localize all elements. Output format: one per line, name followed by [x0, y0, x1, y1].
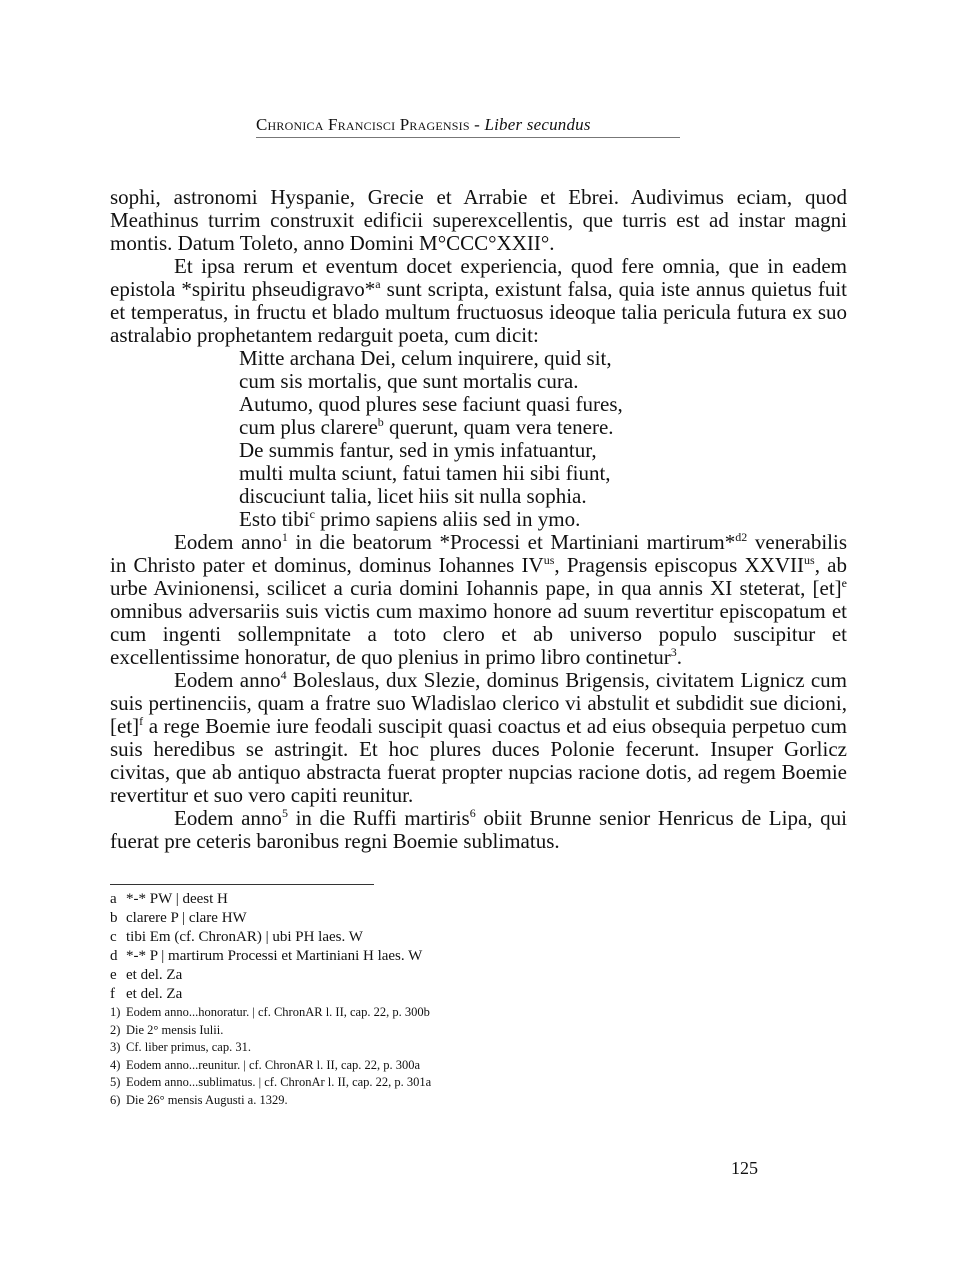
paragraph-1: sophi, astronomi Hyspanie, Grecie et Arrabie et Ebrei. Audivimus eciam, quod Meathinus turrim construxit edificii superexcellentis, que turris est ad instar magni montis. Datum Toleto, anno Domini M°CCC°XXII°.	[110, 185, 847, 255]
note-marker: 5	[281, 806, 288, 820]
footnote-text: et del. Za	[126, 986, 183, 1002]
note-marker: a	[375, 277, 381, 291]
footnote-numbered	[110, 1022, 630, 1040]
footnote-label: 6)	[110, 1092, 121, 1107]
note-marker: 1	[281, 530, 288, 544]
footnote-label: f	[110, 986, 115, 1002]
footnote-letter	[110, 985, 630, 1004]
ordinal-suffix: us	[804, 553, 815, 567]
note-marker: 4	[280, 668, 287, 682]
footnote-numbered	[110, 1057, 630, 1075]
footnote-label: 1)	[110, 1005, 121, 1019]
text-run: Boleslaus, dux Slezie, dominus Brigensis, civitatem Lignicz cum suis pertinenciis, quam a fratre suo Wladislao clerico vi abstulit et subdidit sue dicioni, [et]	[110, 668, 848, 738]
verse-block	[239, 347, 847, 531]
text-run: , ab urbe Avinionensi, scilicet a curia domini Iohannis pape, in qua annis XI steterat, [et]	[110, 553, 848, 600]
footnote-letter	[110, 928, 630, 947]
footnote-label: b	[110, 910, 118, 926]
verse-line: De summis fantur, sed in ymis infatuantur,	[239, 438, 597, 462]
footnote-numbered	[110, 1004, 630, 1022]
text-run: Eodem anno	[174, 806, 282, 830]
text-run: cum plus clarere	[239, 415, 378, 439]
verse-line: cum sis mortalis, que sunt mortalis cura.	[239, 369, 579, 393]
note-marker: e	[841, 576, 847, 590]
footnote-text: *-* P | martirum Processi et Martiniani H laes. W	[126, 948, 423, 964]
footnote-label: 4)	[110, 1057, 121, 1072]
text-run: Et ipsa rerum et eventum docet experiencia, quod fere omnia, que in eadem epistola *spiritu phseudigravo*	[110, 254, 847, 301]
text-run: Eodem anno	[174, 530, 282, 554]
note-marker: c	[309, 507, 315, 521]
note-marker: f	[139, 714, 144, 728]
note-marker: d2	[735, 530, 748, 544]
footnote-text: Eodem anno...sublimatus. | cf. ChronAr l. II, cap. 22, p. 301a	[126, 1075, 432, 1089]
text-run: Eodem anno	[174, 668, 281, 692]
text-run: sunt scripta, existunt falsa, quia iste annus quietus fuit et temperatus, in fructu et blado multum fructuosus ideoque talia pericula futura ex suo astralabio prophetantem redarguit poeta, cum dicit:	[110, 277, 847, 347]
footnote-label: c	[110, 929, 117, 945]
footnotes	[110, 890, 630, 1109]
text-run: omnibus adversariis suis victis cum maximo honore ad suum revertitur episcopatum et cum ingenti sollempnitate a toto clero et ab universo populo suscipitur et excellentissime honoratur, de quo plenius in primo libro continetur	[110, 599, 847, 669]
footnote-text: *-* PW | deest H	[126, 891, 228, 907]
paragraph-3	[110, 531, 847, 669]
footnote-label: 2)	[110, 1022, 121, 1037]
footnote-label: a	[110, 891, 117, 907]
ordinal-suffix: us	[543, 553, 555, 567]
footnote-label: 3)	[110, 1040, 121, 1054]
verse-line: multi multa sciunt, fatui tamen hii sibi fiunt,	[239, 461, 611, 485]
header-book: Liber secundus	[484, 115, 591, 134]
main-text	[110, 186, 847, 853]
footnote-numbered	[110, 1039, 630, 1057]
footnote-text: Eodem anno...reunitur. | cf. ChronAR l. II, cap. 22, p. 300a	[126, 1057, 421, 1072]
page-number: 125	[731, 1158, 758, 1178]
text-run: Esto tibi	[239, 507, 310, 531]
running-header	[256, 115, 680, 138]
paragraph-4	[110, 669, 847, 807]
paragraph-5	[110, 807, 847, 853]
text-run: obiit Brunne senior Henricus de Lipa, qui fuerat pre ceteris baronibus regni Boemie sublimatus.	[110, 806, 847, 853]
footnote-text: Die 2° mensis Iulii.	[126, 1022, 224, 1037]
header-separator: -	[469, 115, 485, 134]
footnote-text: Die 26° mensis Augusti a. 1329.	[126, 1092, 288, 1107]
verse-line	[239, 508, 847, 531]
verse-line: Mitte archana Dei, celum inquirere, quid sit,	[239, 346, 612, 370]
text-run: querunt, quam vera tenere.	[383, 415, 614, 439]
verse-line: discuciunt talia, licet hiis sit nulla sophia.	[239, 484, 587, 508]
footnote-label: e	[110, 967, 117, 983]
footnote-label: 5)	[110, 1075, 121, 1089]
header-title: Chronica Francisci Pragensis	[256, 115, 470, 134]
text-run: primo sapiens aliis sed in ymo.	[314, 507, 581, 531]
text-run: .	[676, 645, 683, 669]
verse-line: Autumo, quod plures sese faciunt quasi fures,	[239, 392, 623, 416]
footnote-text: Eodem anno...honoratur. | cf. ChronAR l. II, cap. 22, p. 300b	[126, 1005, 430, 1019]
text-run: in die Ruffi martiris	[287, 806, 470, 830]
paragraph-2	[110, 255, 847, 347]
text-run: a rege Boemie iure feodali suscipit quasi coactus et ad eius obsequia perpetuo cum suis heredibus se astringit. Et hoc plures duces Polonie fecerunt. Insuper Gorlicz civitas, que ab antiquo abstracta fuerat propter nupcias racione dotis, ad regem Boemie revertitur et suo vero capiti reunitur.	[110, 714, 847, 807]
text-run: venerabilis in Christo pater et dominus, dominus Iohannes IV	[110, 530, 848, 577]
footnote-letter	[110, 890, 630, 909]
text-run: , Pragensis episcopus XXVII	[554, 553, 805, 577]
note-marker: b	[377, 415, 384, 429]
verse-line	[239, 416, 847, 439]
note-marker: 3	[670, 645, 677, 659]
footnote-letter	[110, 909, 630, 928]
footnote-label: d	[110, 948, 118, 964]
footnote-letter	[110, 966, 630, 985]
footnote-numbered	[110, 1092, 630, 1110]
note-marker: 6	[469, 806, 476, 820]
footnote-text: tibi Em (cf. ChronAR) | ubi PH laes. W	[126, 929, 363, 945]
footnote-text: Cf. liber primus, cap. 31.	[126, 1040, 251, 1054]
text-run: in die beatorum *Processi et Martiniani martirum*	[287, 530, 736, 554]
footnote-rule	[110, 884, 374, 885]
footnote-text: et del. Za	[126, 967, 183, 983]
footnote-letter	[110, 947, 630, 966]
footnote-numbered	[110, 1074, 630, 1092]
footnote-text: clarere P | clare HW	[126, 910, 247, 926]
